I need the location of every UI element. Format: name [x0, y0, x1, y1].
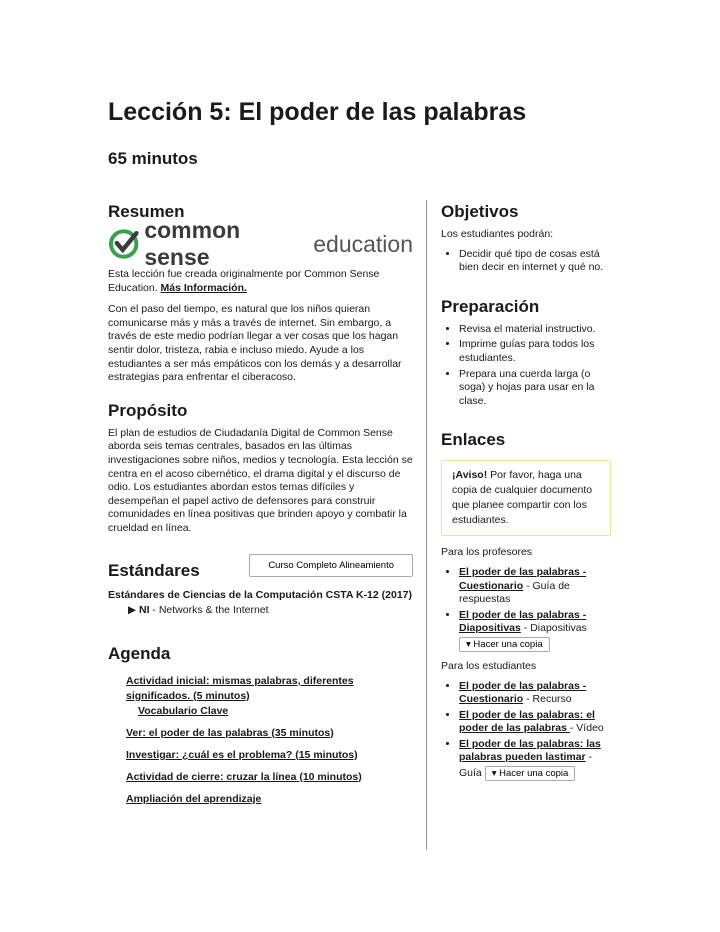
- student-link-item: • El poder de las palabras: las palabras pueden lastimar - Guía ▾ Hacer una copia: [459, 738, 611, 781]
- common-sense-logo: [108, 217, 413, 270]
- teacher-link-item: • El poder de las palabras - Diapositivas - Diapositivas ▾ Hacer una copia: [459, 609, 611, 652]
- agenda-item[interactable]: Ver: el poder de las palabras (35 minutos): [126, 726, 334, 739]
- teachers-label: Para los profesores: [441, 546, 533, 559]
- right-column: [441, 202, 611, 783]
- notice-box: ¡Aviso! Por favor, haga una copia de cualquier documento que planee compartir con los estudiantes.: [441, 460, 611, 536]
- make-copy-button[interactable]: ▾ Hacer una copia: [459, 637, 550, 652]
- course-alignment-button[interactable]: Curso Completo Alineamiento: [249, 554, 413, 577]
- logo-text-education: education: [313, 230, 413, 257]
- agenda-subitem-vocabulary[interactable]: Vocabulario Clave: [138, 704, 229, 717]
- resource-link[interactable]: El poder de las palabras: el poder de las palabras: [459, 708, 595, 735]
- resource-link[interactable]: El poder de las palabras - Cuestionario: [459, 679, 587, 706]
- enlaces-heading: Enlaces: [441, 430, 506, 450]
- caret-down-icon: ▾: [466, 638, 474, 650]
- agenda-list: [108, 674, 413, 807]
- objetivos-intro: Los estudiantes podrán:: [441, 228, 554, 240]
- estandares-heading: Estándares: [108, 560, 200, 580]
- credit-text: Esta lección fue creada originalmente por Common Sense Education. Más Información.: [108, 268, 380, 294]
- preparacion-heading: Preparación: [441, 296, 540, 316]
- prep-item: • Revisa el material instructivo.: [459, 323, 611, 337]
- teacher-link-item: • El poder de las palabras - Cuestionario - Guía de respuestas: [459, 566, 611, 607]
- resumen-body: Con el paso del tiempo, es natural que los niños quieran comunicarse más y más a través de internet. Sin embargo, a través de este medio podrían llegar a ver cosas que los hagan sentir dolor, tristeza, rabia e incluso miedo. Ayude a los estudiantes a ser más empáticos con los demás y a desarrollar estrategias para enfrentar el ciberacoso.: [108, 303, 402, 384]
- objective-item: • Decidir qué tipo de cosas está bien decir en internet y qué no.: [459, 248, 611, 275]
- caret-down-icon: ▾: [491, 768, 500, 780]
- objetivos-heading: Objetivos: [441, 202, 519, 221]
- agenda-item[interactable]: Ampliación del aprendizaje: [126, 792, 262, 805]
- agenda-item[interactable]: Investigar: ¿cuál es el problema? (15 minutos): [126, 748, 358, 761]
- agenda-item[interactable]: Actividad inicial: mismas palabras, diferentes significados. (5 minutos): [126, 674, 354, 702]
- triangle-right-icon: ▶: [128, 604, 139, 617]
- checkmark-logo-icon: [108, 228, 139, 260]
- resource-link[interactable]: El poder de las palabras: las palabras pueden lastimar: [459, 737, 601, 764]
- agenda-item[interactable]: Actividad de cierre: cruzar la línea (10 minutos): [126, 770, 362, 783]
- more-info-link[interactable]: Más Información.: [160, 281, 247, 294]
- prep-item: • Imprime guías para todos los estudiantes.: [459, 338, 611, 365]
- resource-link[interactable]: El poder de las palabras - Cuestionario: [459, 565, 587, 592]
- make-copy-button[interactable]: ▾ Hacer una copia: [485, 766, 576, 781]
- agenda-heading: Agenda: [108, 643, 171, 663]
- standards-framework: Estándares de Ciencias de la Computación CSTA K-12 (2017): [108, 588, 413, 601]
- lesson-duration: 65 minutos: [108, 149, 198, 168]
- resource-link[interactable]: El poder de las palabras - Diapositivas: [459, 608, 587, 635]
- page-title: Lección 5: El poder de las palabras: [108, 98, 527, 126]
- proposito-body: El plan de estudios de Ciudadanía Digital de Common Sense aborda seis temas centrales, basados en las últimas investigaciones sobre niños, medios y tecnología. Esta lección se centra en el acoso cibernético, el drama digital y el discurso de odio. Los estudiantes abordan estos temas difíciles y desempeñan el papel activo de defensores para construir comunidades en línea positivas que brinden apoyo y combatir la crueldad en línea.: [108, 426, 413, 534]
- student-link-item: • El poder de las palabras: el poder de las palabras - Vídeo: [459, 709, 611, 736]
- student-link-item: • El poder de las palabras - Cuestionario - Recurso: [459, 680, 611, 707]
- prep-item: • Prepara una cuerda larga (o soga) y hojas para usar en la clase.: [459, 368, 611, 409]
- standard-item[interactable]: ▶ NI - Networks & the Internet: [128, 604, 269, 617]
- column-divider: [426, 200, 427, 850]
- resumen-heading: Resumen: [108, 202, 185, 221]
- proposito-heading: Propósito: [108, 400, 188, 420]
- logo-text-common-sense: common sense: [144, 217, 241, 270]
- left-column: [108, 202, 413, 814]
- students-label: Para los estudiantes: [441, 659, 537, 672]
